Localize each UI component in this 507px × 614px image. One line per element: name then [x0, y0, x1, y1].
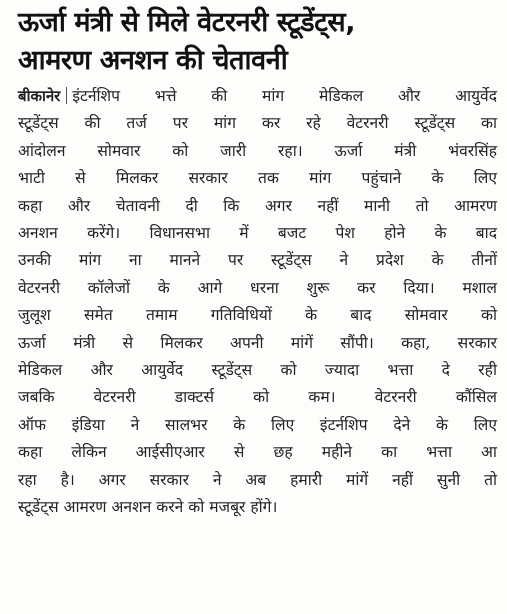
body-line: स्टूडेंट्स आमरण अनशन करने को मजबूर होंगे।	[18, 498, 278, 517]
body-line: जबकि वेटरनरी डाक्टर्स को कम। वेटरनरी कौंसिल	[18, 388, 497, 407]
body-line: कहा लेकिन आईसीएआर से छह महीने का भत्ता आ	[18, 443, 497, 462]
body-line: रहा है। अगर सरकार ने अब हमारी मांगें नहीं सुनी तो	[18, 470, 497, 489]
body-line: ऑफ इंडिया ने सालभर के लिए इंटर्नशिप देने के लिए	[18, 415, 497, 434]
body-line: स्टूडेंट्स की तर्ज पर मांग कर रहे वेटरनरी स्टूडेंट्स का	[18, 114, 497, 133]
body-line: उनकी मांग ना मानने पर स्टूडेंट्स ने प्रदेश के तीनों	[18, 251, 497, 270]
body-line: अनशन करेंगे। विधानसभा में बजट पेश होने के बाद	[18, 224, 497, 243]
body-line: मेडिकल और आयुर्वेद स्टूडेंट्स को ज्यादा भत्ता दे रही	[18, 361, 497, 380]
headline	[18, 4, 497, 80]
body-line: वेटरनरी कॉलेजों के आगे धरना शुरू कर दिया। मशाल	[18, 278, 497, 297]
body-line: जुलूश समेत तमाम गतिविधियों के बाद सोमवार को	[18, 306, 497, 325]
headline-line-2: आमरण अनशन की चेतावनी	[18, 45, 288, 76]
body-line: आंदोलन सोमवार को जारी रहा। ऊर्जा मंत्री भंवरसिंह	[18, 141, 497, 160]
headline-line-1: ऊर्जा मंत्री से मिले वेटरनरी स्टूडेंट्स,	[18, 7, 356, 38]
body-line: ऊर्जा मंत्री से मिलकर अपनी मांगें सौंपी। कहा, सरकार	[18, 333, 497, 352]
body-line-text: इंटर्नशिप भत्ते की मांग मेडिकल और आयुर्वेद	[72, 87, 497, 105]
body-line	[18, 83, 497, 110]
dateline-separator	[66, 87, 67, 104]
article-body	[18, 83, 497, 522]
body-line: कहा और चेतावनी दी कि अगर नहीं मानी तो आमरण	[18, 196, 497, 215]
dateline: बीकानेर	[18, 87, 61, 105]
body-line: भाटी से मिलकर सरकार तक मांग पहुंचाने के लिए	[18, 169, 497, 188]
